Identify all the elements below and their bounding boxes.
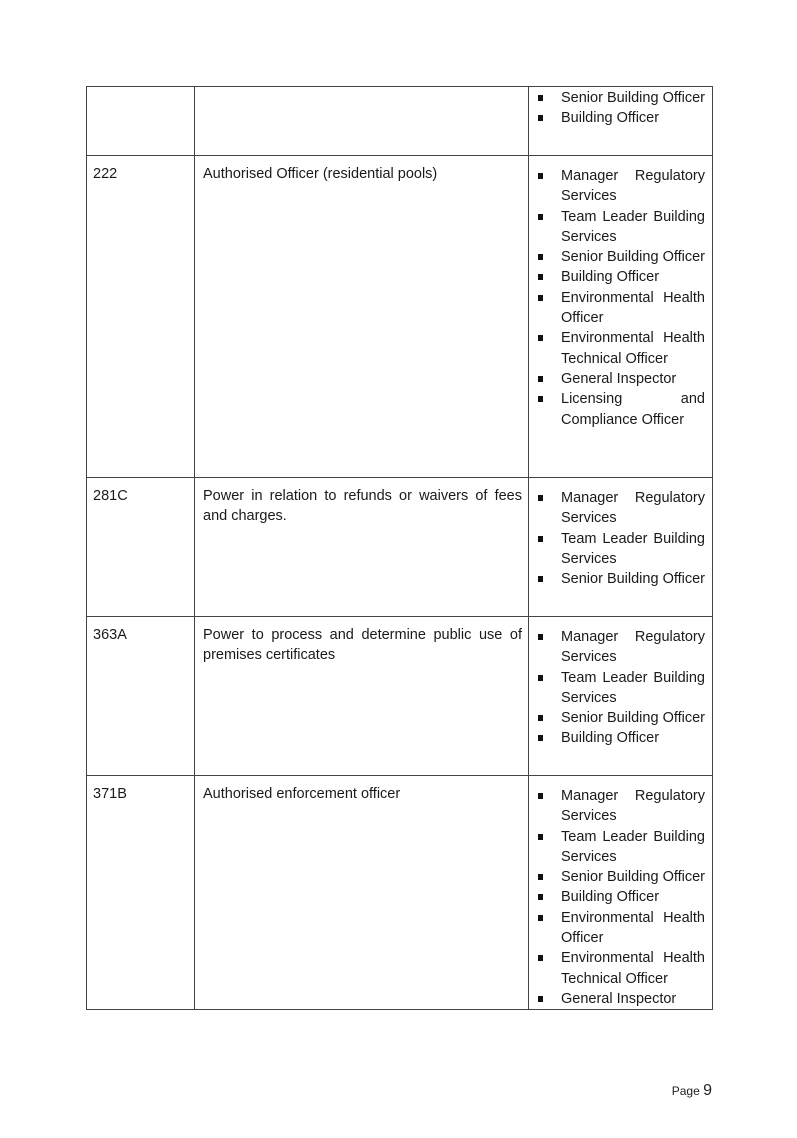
officers-cell [529, 87, 713, 156]
officers-cell [529, 617, 713, 776]
square-bullet-icon [538, 576, 543, 582]
officer-item: Manager Regulatory Services [529, 488, 705, 529]
section-cell: 222 [87, 156, 195, 478]
square-bullet-icon [538, 274, 543, 280]
table-row [87, 156, 713, 478]
square-bullet-icon [538, 834, 543, 840]
description-cell: Power to process and determine public use of premises certificates [195, 617, 529, 776]
officers-cell [529, 156, 713, 478]
officer-list [529, 156, 705, 430]
officer-item: Senior Building Officer [529, 867, 705, 887]
table-row [87, 776, 713, 1010]
section-cell: 371B [87, 776, 195, 1010]
square-bullet-icon [538, 335, 543, 341]
square-bullet-icon [538, 675, 543, 681]
delegations-table [86, 86, 713, 1010]
square-bullet-icon [538, 254, 543, 260]
square-bullet-icon [538, 115, 543, 121]
officer-item: Senior Building Officer [529, 569, 705, 589]
square-bullet-icon [538, 715, 543, 721]
square-bullet-icon [538, 793, 543, 799]
description-cell: Authorised enforcement officer [195, 776, 529, 1010]
square-bullet-icon [538, 214, 543, 220]
table-row [87, 478, 713, 617]
officer-list [529, 88, 705, 129]
square-bullet-icon [538, 396, 543, 402]
table-row [87, 87, 713, 156]
square-bullet-icon [538, 955, 543, 961]
officer-item: Senior Building Officer [529, 708, 705, 728]
square-bullet-icon [538, 996, 543, 1002]
officers-cell [529, 776, 713, 1010]
description-cell [195, 87, 529, 156]
section-cell [87, 87, 195, 156]
officer-item: Team Leader Building Services [529, 827, 705, 868]
officer-item: General Inspector [529, 989, 705, 1009]
officer-item: Manager Regulatory Services [529, 627, 705, 668]
officer-list [529, 617, 705, 749]
square-bullet-icon [538, 295, 543, 301]
officer-item: Senior Building Officer [529, 247, 705, 267]
square-bullet-icon [538, 634, 543, 640]
square-bullet-icon [538, 95, 543, 101]
square-bullet-icon [538, 894, 543, 900]
section-cell: 281C [87, 478, 195, 617]
officer-item: Environmental Health Officer [529, 288, 705, 329]
page-label: Page [671, 1084, 700, 1098]
officer-item: General Inspector [529, 369, 705, 389]
square-bullet-icon [538, 915, 543, 921]
officers-cell [529, 478, 713, 617]
page-number-value: 9 [703, 1082, 712, 1099]
officer-item: Licensing and Compliance Officer [529, 389, 705, 430]
square-bullet-icon [538, 376, 543, 382]
officer-item: Team Leader Building Services [529, 207, 705, 248]
square-bullet-icon [538, 536, 543, 542]
officer-item: Environmental Health Technical Officer [529, 328, 705, 369]
officer-item: Team Leader Building Services [529, 668, 705, 709]
section-cell: 363A [87, 617, 195, 776]
officer-list [529, 478, 705, 589]
square-bullet-icon [538, 874, 543, 880]
description-cell: Authorised Officer (residential pools) [195, 156, 529, 478]
page-number [672, 1082, 712, 1100]
table-row [87, 617, 713, 776]
officer-item: Building Officer [529, 267, 705, 287]
officer-item: Senior Building Officer [529, 88, 705, 108]
description-cell: Power in relation to refunds or waivers of fees and charges. [195, 478, 529, 617]
officer-item: Environmental Health Officer [529, 908, 705, 949]
square-bullet-icon [538, 735, 543, 741]
officer-item: Building Officer [529, 728, 705, 748]
officer-item: Manager Regulatory Services [529, 166, 705, 207]
officer-list [529, 776, 705, 1009]
officer-item: Building Officer [529, 887, 705, 907]
officer-item: Manager Regulatory Services [529, 786, 705, 827]
officer-item: Environmental Health Technical Officer [529, 948, 705, 989]
officer-item: Team Leader Building Services [529, 529, 705, 570]
square-bullet-icon [538, 173, 543, 179]
officer-item: Building Officer [529, 108, 705, 128]
square-bullet-icon [538, 495, 543, 501]
